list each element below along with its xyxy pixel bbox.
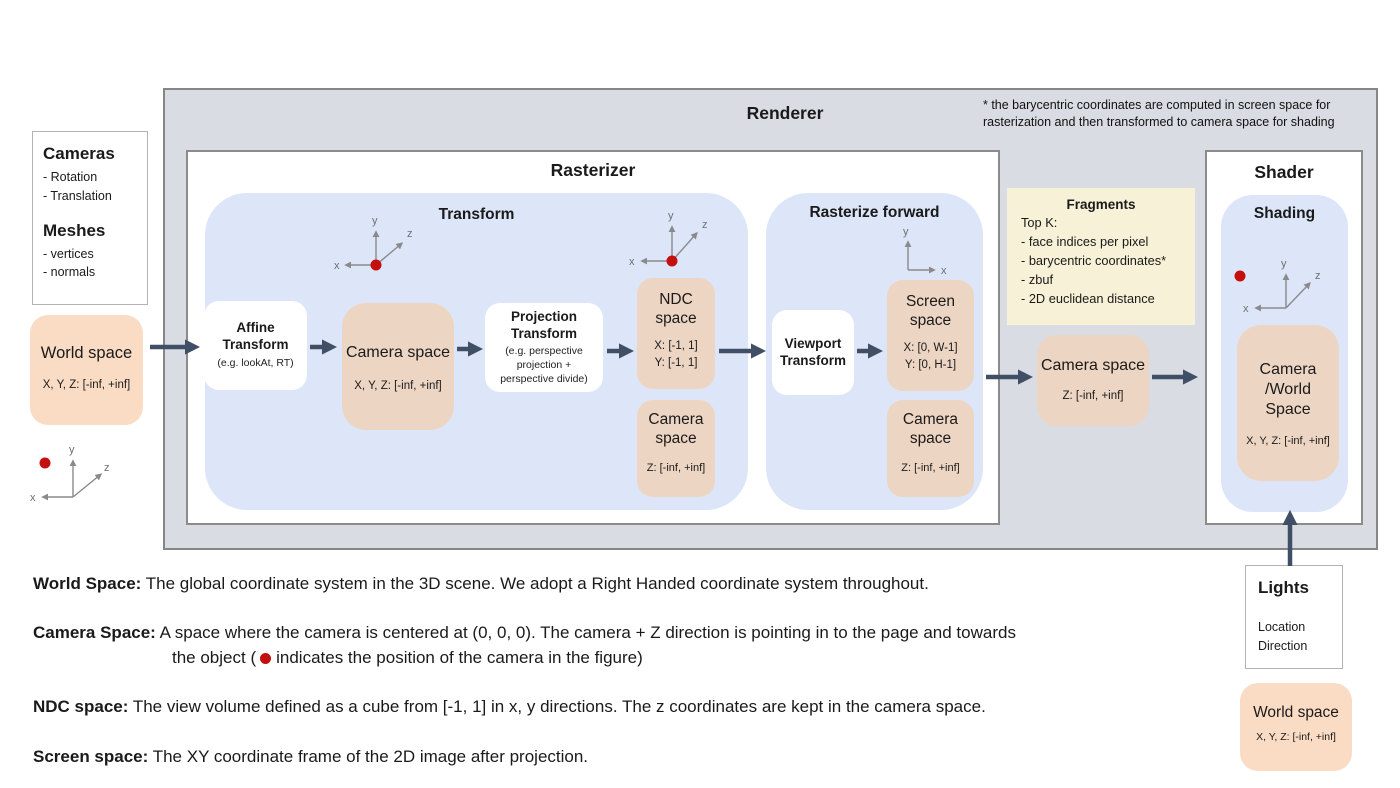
meshes-item-normals: - normals bbox=[43, 265, 96, 280]
axis-label-x: x bbox=[30, 492, 36, 504]
axis-label-x: x bbox=[629, 256, 635, 268]
box-title-line2: /World bbox=[1265, 381, 1311, 398]
box-range: Z: [-inf, +inf] bbox=[1062, 390, 1124, 402]
camera-dot-icon bbox=[40, 458, 51, 469]
box-title: Camera space bbox=[345, 344, 451, 361]
cameras-item-translation: - Translation bbox=[43, 188, 112, 203]
transform-section-title: Transform bbox=[438, 206, 515, 223]
rasterizer-title: Rasterizer bbox=[550, 160, 636, 180]
camera-dot-icon bbox=[260, 653, 271, 664]
fragments-box bbox=[1007, 188, 1195, 325]
affine-title: Affine Transform bbox=[222, 320, 289, 353]
viewport-title: Viewport Transform bbox=[779, 335, 847, 368]
shader-title: Shader bbox=[1254, 162, 1314, 182]
axis-label-z: z bbox=[702, 219, 708, 231]
definition-term: Camera Space: bbox=[33, 623, 156, 642]
box-title-line3: Space bbox=[1265, 401, 1311, 418]
definition-text-line2-post: indicates the position of the camera in the figure) bbox=[276, 648, 643, 667]
axis-label-z: z bbox=[407, 228, 413, 240]
definition-ndc-space bbox=[33, 695, 1133, 720]
fragments-item-euclidean: - 2D euclidean distance bbox=[1021, 290, 1155, 306]
camera-space-box-screen bbox=[887, 400, 974, 497]
barycentric-note bbox=[983, 97, 1363, 131]
note-line-2: rasterization and then transformed to camera space for shading bbox=[983, 114, 1335, 129]
cameras-item-rotation: - Rotation bbox=[43, 170, 98, 184]
fragments-item-zbuf: - zbuf bbox=[1021, 271, 1054, 287]
lights-item-location: Location bbox=[1258, 620, 1306, 634]
shading-section-title: Shading bbox=[1253, 205, 1316, 222]
renderer-title: Renderer bbox=[746, 103, 824, 123]
box-range-y: Y: [0, H-1] bbox=[904, 359, 957, 371]
axis-label-y: y bbox=[668, 210, 674, 222]
lights-panel bbox=[1245, 565, 1343, 669]
definition-camera-space-line2 bbox=[172, 646, 1172, 671]
axis-label-y: y bbox=[372, 215, 378, 227]
box-range: X, Y, Z: [-inf, +inf] bbox=[1246, 435, 1330, 447]
definition-screen-space bbox=[33, 745, 1033, 770]
box-title: NDC space bbox=[655, 291, 697, 328]
definition-text-line2-pre: the object ( bbox=[172, 648, 257, 667]
box-range-x: X: [0, W-1] bbox=[903, 341, 958, 354]
box-range: X, Y, Z: [-inf, +inf] bbox=[1256, 731, 1336, 744]
definition-term: World Space: bbox=[33, 574, 142, 593]
box-range: X, Y, Z: [-inf, +inf] bbox=[42, 378, 131, 391]
box-title: World space bbox=[1253, 704, 1339, 721]
box-title: Camera space bbox=[1040, 357, 1146, 374]
axis-label-z: z bbox=[1315, 270, 1321, 282]
definition-text: The view volume defined as a cube from [-1, 1] in x, y directions. The z coordinates are kept in the camera space. bbox=[132, 697, 986, 716]
fragments-topk: Top K: bbox=[1021, 215, 1058, 230]
affine-subtitle: (e.g. lookAt, RT) bbox=[217, 357, 294, 370]
projection-title: Projection Transform bbox=[510, 308, 578, 341]
box-range-x: X: [-1, 1] bbox=[654, 339, 698, 352]
box-title: Camera space bbox=[648, 411, 704, 448]
axis-label-x: x bbox=[941, 265, 947, 277]
meshes-title: Meshes bbox=[43, 220, 106, 240]
box-title: Screen space bbox=[905, 293, 956, 330]
fragments-item-barycentric: - barycentric coordinates* bbox=[1021, 252, 1167, 268]
camera-world-space-box bbox=[1237, 325, 1339, 481]
lights-item-direction: Direction bbox=[1258, 638, 1308, 653]
screen-space-box bbox=[887, 280, 974, 391]
axis-label-y: y bbox=[69, 444, 75, 456]
cameras-title: Cameras bbox=[43, 144, 115, 163]
box-title: Camera space bbox=[902, 411, 959, 448]
box-range: X, Y, Z: [-inf, +inf] bbox=[354, 380, 442, 392]
note-line-1: * the barycentric coordinates are computed in screen space for bbox=[983, 98, 1331, 112]
definition-text: The XY coordinate frame of the 2D image after projection. bbox=[152, 747, 589, 766]
definition-camera-space bbox=[33, 621, 1133, 646]
axis-label-z: z bbox=[104, 462, 110, 474]
definition-text-line1: A space where the camera is centered at (0, 0, 0). The camera + Z direction is pointing in to the page and towards bbox=[159, 623, 1016, 642]
axis-label-x: x bbox=[334, 260, 340, 272]
meshes-item-vertices: - vertices bbox=[43, 246, 94, 261]
box-range: Z: [-inf, +inf] bbox=[901, 461, 960, 474]
cameras-meshes-panel bbox=[32, 131, 148, 305]
viewport-transform-box bbox=[772, 310, 854, 395]
axis-label-y: y bbox=[1281, 258, 1287, 270]
fragments-title: Fragments bbox=[1066, 197, 1136, 212]
axis-label-y: y bbox=[903, 226, 909, 238]
definition-text: The global coordinate system in the 3D scene. We adopt a Right Handed coordinate system throughout. bbox=[145, 574, 929, 593]
world-space-box-left bbox=[30, 315, 143, 425]
box-title: World space bbox=[40, 344, 133, 362]
camera-space-box-transform bbox=[342, 303, 454, 430]
box-range: Z: [-inf, +inf] bbox=[646, 461, 706, 474]
ndc-space-box bbox=[637, 278, 715, 389]
projection-transform-box bbox=[485, 303, 603, 392]
world-axes bbox=[44, 462, 100, 497]
definition-term: Screen space: bbox=[33, 747, 149, 766]
camera-space-box-output bbox=[1037, 335, 1149, 426]
box-title-line1: Camera bbox=[1259, 361, 1317, 378]
world-space-box-right bbox=[1240, 683, 1352, 771]
axis-label-x: x bbox=[1243, 303, 1249, 315]
box-range-y: Y: [-1, 1] bbox=[654, 357, 698, 369]
camera-space-box-ndc bbox=[637, 400, 715, 497]
fragments-item-face-indices: - face indices per pixel bbox=[1021, 233, 1149, 249]
affine-transform-box bbox=[204, 301, 307, 390]
projection-subtitle: (e.g. perspective projection + perspective divide) bbox=[500, 345, 588, 385]
definition-term: NDC space: bbox=[33, 697, 129, 716]
lights-title: Lights bbox=[1258, 578, 1309, 597]
rasterize-forward-title: Rasterize forward bbox=[809, 204, 940, 221]
definition-world-space bbox=[33, 572, 1043, 597]
